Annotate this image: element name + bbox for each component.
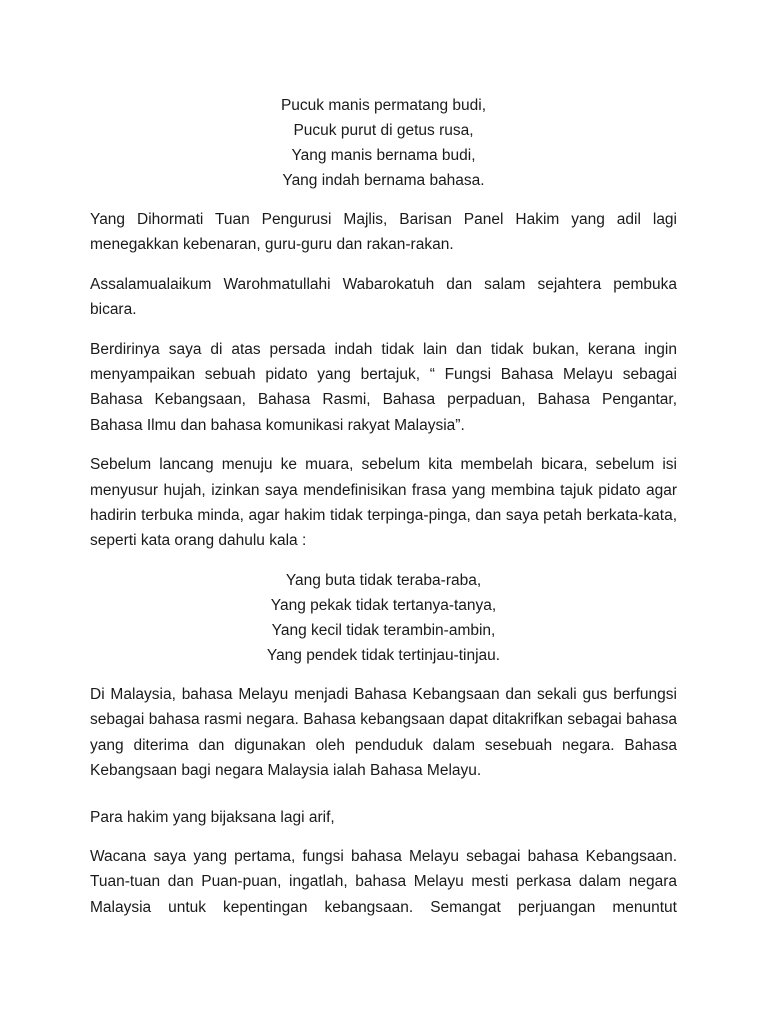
pantun-line: Yang pendek tidak tertinjau-tinjau. — [266, 646, 501, 664]
salutation-paragraph: Assalamualaikum Warohmatullahi Wabarokatuh dan salam sejahtera pembuka bicara. — [90, 275, 677, 319]
document-page — [90, 93, 677, 920]
title-paragraph: Berdirinya saya di atas persada indah tidak lain dan tidak bukan, kerana ingin menyampaikan sebuah pidato yang bertajuk, “ Fungsi Bahasa Melayu sebagai Bahasa Kebangsaan, Bahasa Rasmi, Bahasa perpaduan, Bahasa Pengantar, Bahasa Ilmu dan bahasa komunikasi rakyat Malaysia”. — [90, 340, 677, 434]
pantun-line: Yang kecil tidak terambin-ambin, — [271, 621, 496, 639]
first-argument-paragraph: Wacana saya yang pertama, fungsi bahasa Melayu sebagai bahasa Kebangsaan. Tuan-tuan dan Puan-puan, ingatlah, bahasa Melayu mesti perkasa dalam negara Malaysia untuk kepentingan kebangsaan. Semangat perjuangan menuntut — [90, 847, 677, 916]
pantun-line: Pucuk manis permatang budi, — [280, 97, 487, 114]
pantun-line: Pucuk purut di getus rusa, — [293, 122, 474, 139]
pantun-line: Yang manis bernama budi, — [291, 147, 476, 164]
pantun-line: Yang buta tidak teraba-raba, — [285, 571, 482, 589]
definition-paragraph: Di Malaysia, bahasa Melayu menjadi Bahasa Kebangsaan dan sekali gus berfungsi sebagai bahasa rasmi negara. Bahasa kebangsaan dapat ditakrifkan sebagai bahasa yang diterima dan digunakan oleh penduduk dalam sesebuah negara. Bahasa Kebangsaan bagi negara Malaysia ialah Bahasa Melayu. — [90, 685, 677, 780]
second-pantun — [90, 568, 677, 668]
address-line: Para hakim yang bijaksana lagi arif, — [90, 808, 335, 826]
greeting-paragraph: Yang Dihormati Tuan Pengurusi Majlis, Barisan Panel Hakim yang adil lagi menegakkan kebenaran, guru-guru dan rakan-rakan. — [90, 211, 677, 254]
pantun-line: Yang indah bernama bahasa. — [282, 172, 485, 189]
pantun-line: Yang pekak tidak tertanya-tanya, — [270, 596, 497, 614]
opening-pantun — [90, 93, 677, 193]
introduction-paragraph: Sebelum lancang menuju ke muara, sebelum kita membelah bicara, sebelum isi menyusur hujah, izinkan saya mendefinisikan frasa yang membina tajuk pidato agar hadirin terbuka minda, agar hakim tidak terpinga-pinga, dan saya petah berkata-kata, seperti kata orang dahulu kala : — [90, 456, 677, 550]
